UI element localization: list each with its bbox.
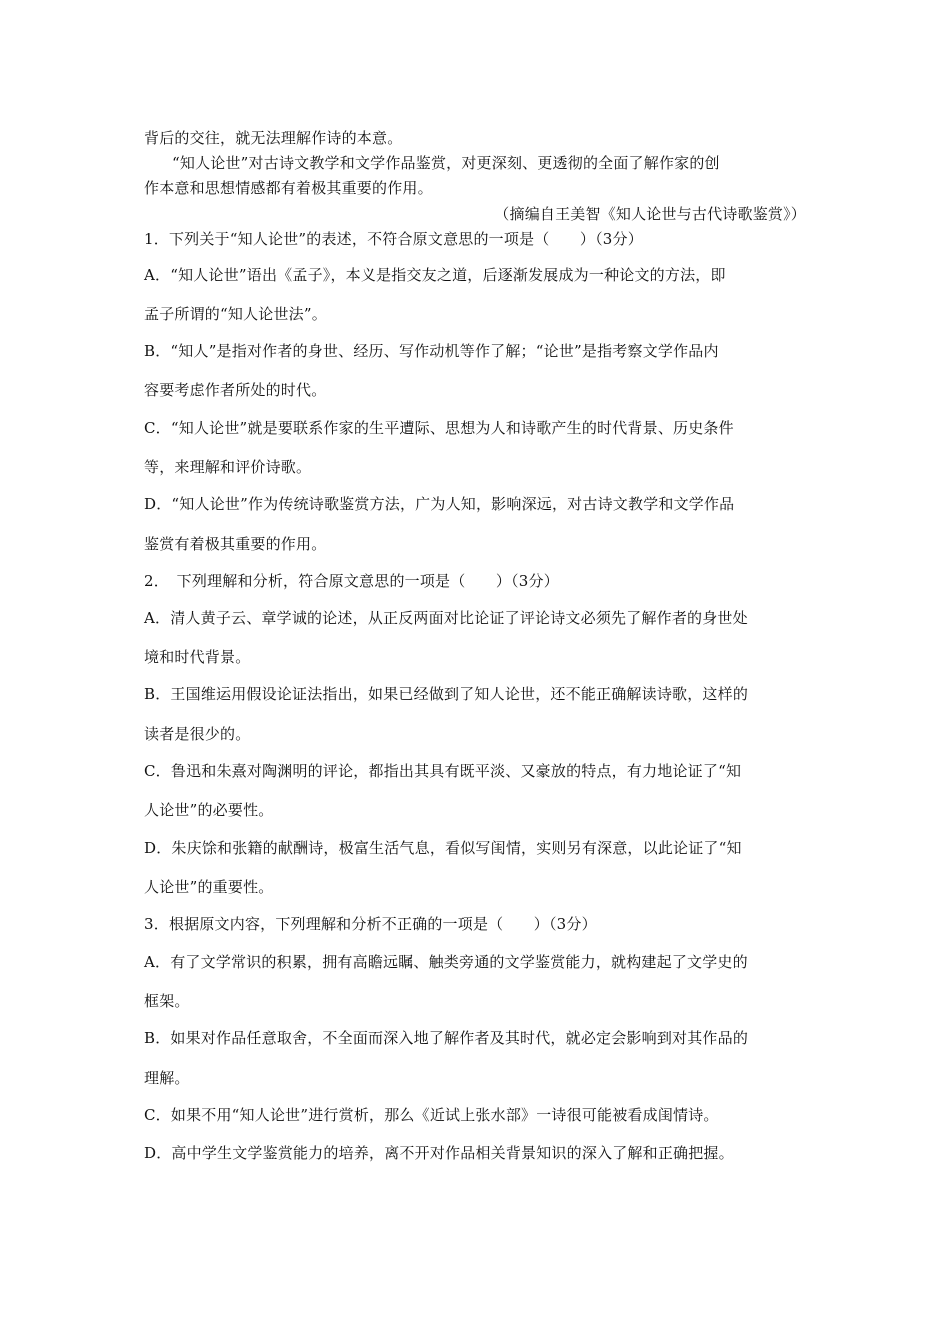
option-line: C．“知人论世”就是要联系作家的生平遭际、思想为人和诗歌产生的时代背景、历史条件 [144, 419, 734, 437]
option-line: 读者是很少的。 [144, 725, 251, 743]
passage-paragraph-line: 作本意和思想情感都有着极其重要的作用。 [144, 179, 433, 197]
option-line: D．“知人论世”作为传统诗歌鉴赏方法，广为人知，影响深远，对古诗文教学和文学作品 [144, 495, 735, 513]
option-line: D．朱庆馀和张籍的献酬诗，极富生活气息，看似写闺情，实则另有深意，以此论证了“知 [144, 839, 742, 857]
option-line: 鉴赏有着极其重要的作用。 [144, 535, 327, 553]
passage-paragraph-line: “知人论世”对古诗文教学和文学作品鉴赏，对更深刻、更透彻的全面了解作家的创 [172, 154, 720, 172]
option-line: D．高中学生文学鉴赏能力的培养，离不开对作品相关背景知识的深入了解和正确把握。 [144, 1144, 734, 1162]
source-citation: （摘编自王美智《知人论世与古代诗歌鉴赏》） [494, 205, 806, 223]
option-line: 人论世”的必要性。 [144, 801, 274, 819]
option-line: 人论世”的重要性。 [144, 878, 274, 896]
option-line: 境和时代背景。 [144, 648, 251, 666]
option-line: 容要考虑作者所处的时代。 [144, 381, 327, 399]
question-stem: 3．根据原文内容，下列理解和分析不正确的一项是（ ）（3分） [144, 915, 597, 933]
option-line: B．“知人”是指对作者的身世、经历、写作动机等作了解；“论世”是指考察文学作品内 [144, 342, 719, 360]
question-stem: 2． 下列理解和分析，符合原文意思的一项是（ ）（3分） [144, 572, 559, 590]
option-line: 孟子所谓的“知人论世法”。 [144, 305, 327, 323]
option-line: 理解。 [144, 1069, 190, 1087]
question-stem: 1．下列关于“知人论世”的表述，不符合原文意思的一项是（ ）（3分） [144, 230, 643, 248]
passage-line: 背后的交往，就无法理解作诗的本意。 [144, 129, 403, 147]
option-line: A．有了文学常识的积累，拥有高瞻远瞩、触类旁通的文学鉴赏能力，就构建起了文学史的 [144, 953, 748, 971]
option-line: C．鲁迅和朱熹对陶渊明的评论，都指出其具有既平淡、又豪放的特点，有力地论证了“知 [144, 762, 742, 780]
option-line: A．清人黄子云、章学诚的论述，从正反两面对比论证了评论诗文必须先了解作者的身世处 [144, 609, 748, 627]
option-line: B．如果对作品任意取舍，不全面而深入地了解作者及其时代，就必定会影响到对其作品的 [144, 1029, 749, 1047]
option-line: 等，来理解和评价诗歌。 [144, 458, 312, 476]
option-line: 框架。 [144, 992, 190, 1010]
option-line: A．“知人论世”语出《孟子》，本义是指交友之道，后逐渐发展成为一种论文的方法，即 [144, 266, 726, 284]
option-line: C．如果不用“知人论世”进行赏析，那么《近试上张水部》一诗很可能被看成闺情诗。 [144, 1106, 719, 1124]
option-line: B．王国维运用假设论证法指出，如果已经做到了知人论世，还不能正确解读诗歌，这样的 [144, 685, 749, 703]
